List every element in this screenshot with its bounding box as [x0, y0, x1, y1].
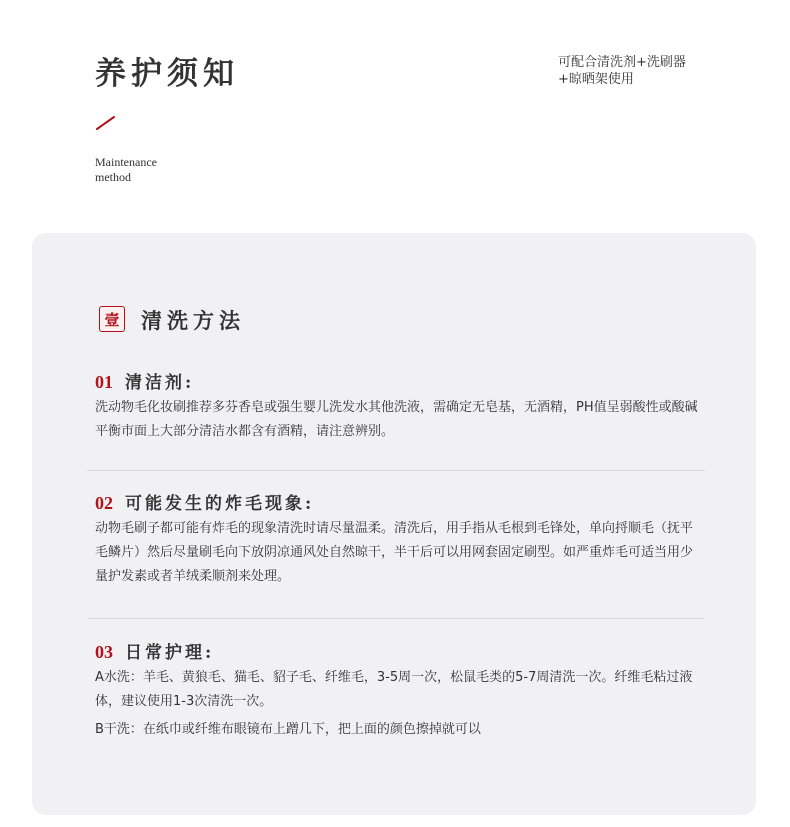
- care-item-frizz: [95, 489, 705, 589]
- item-heading: [95, 368, 705, 392]
- care-item-detergent: [95, 368, 705, 444]
- item-title: 清洁剂:: [125, 373, 195, 393]
- item-number: 01: [95, 372, 113, 392]
- care-item-daily: [95, 638, 705, 742]
- red-slash-decoration: [96, 112, 116, 132]
- divider: [87, 618, 705, 619]
- item-paragraph-wash: A水洗：羊毛、黄狼毛、猫毛、貂子毛、纤维毛，3-5周一次，松鼠毛类的5-7周清洗一次。纤维毛粘过液体，建议使用1-3次清洗一次。: [95, 670, 693, 709]
- section-title: 清洗方法: [141, 308, 245, 333]
- english-subtitle-line2: method: [95, 170, 131, 184]
- item-heading: [95, 638, 705, 662]
- section-number-badge: 壹: [99, 306, 125, 332]
- usage-note-line1: 可配合清洗剂+洗刷器: [558, 55, 686, 70]
- english-subtitle-line1: Maintenance: [95, 155, 157, 169]
- item-paragraph: 洗动物毛化妆刷推荐多芬香皂或强生婴儿洗发水其他洗液，需确定无皂基，无酒精，PH值呈弱酸性或酸碱平衡市面上大部分清洁水都含有酒精，请注意辨别。: [95, 400, 698, 439]
- page-title: 养护须知: [95, 56, 239, 92]
- item-title: 日常护理:: [125, 643, 215, 663]
- item-paragraph-dry-clean: B干洗：在纸巾或纤维布眼镜布上蹭几下，把上面的颜色擦掉就可以: [95, 722, 481, 737]
- item-body: [95, 666, 705, 742]
- item-number: 02: [95, 493, 113, 513]
- item-paragraph: 动物毛刷子都可能有炸毛的现象清洗时请尽量温柔。清洗后，用手指从毛根到毛锋处，单向捋顺毛（抚平毛鳞片）然后尽量刷毛向下放阴凉通风处自然晾干，半干后可以用网套固定刷型。如严重炸毛可适当用少量护发素或者羊绒柔顺剂来处理。: [95, 521, 694, 584]
- item-body: [95, 517, 705, 589]
- item-body: [95, 396, 705, 444]
- cleaning-method-card: [32, 233, 756, 815]
- item-number: 03: [95, 642, 113, 662]
- usage-note-line2: +晾晒架使用: [558, 72, 634, 87]
- english-subtitle: [95, 155, 157, 185]
- item-title: 可能发生的炸毛现象:: [125, 494, 315, 514]
- item-heading: [95, 489, 705, 513]
- usage-note: [558, 54, 686, 88]
- divider: [87, 470, 705, 471]
